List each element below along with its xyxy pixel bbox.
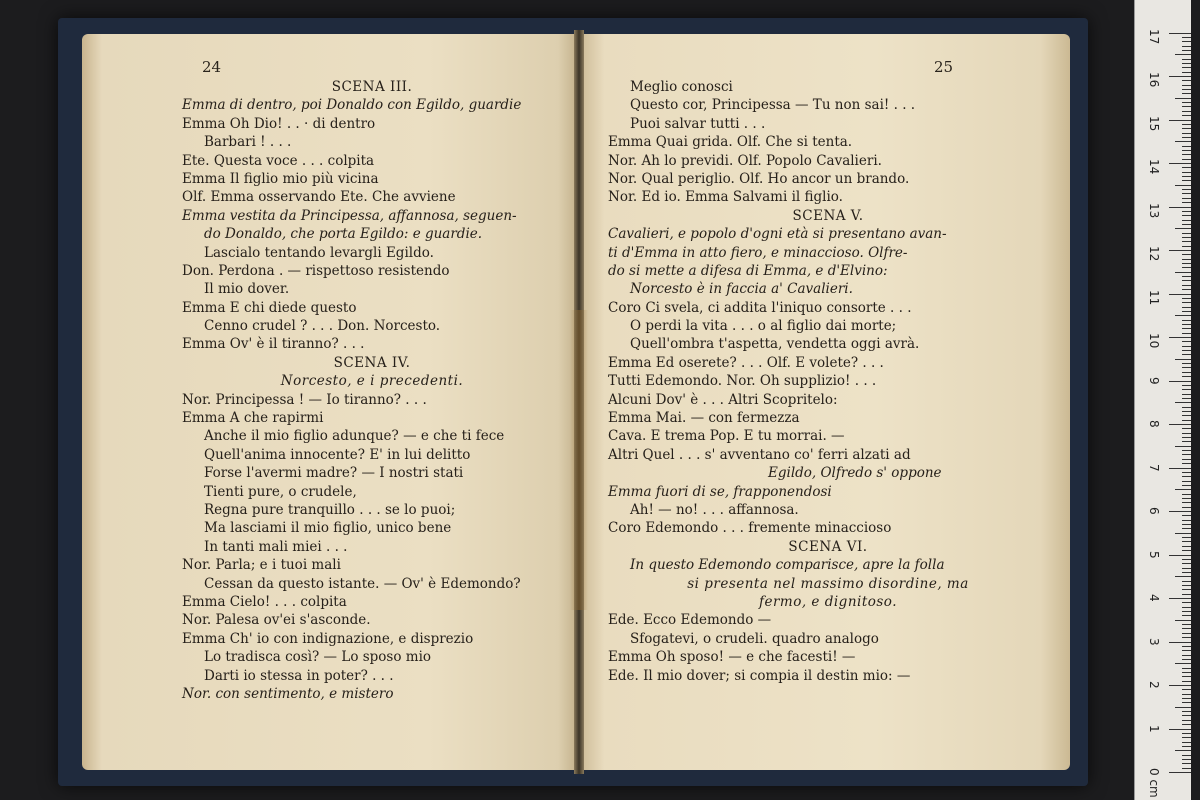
ruler-minor-tick — [1182, 694, 1191, 695]
text-line: Anche il mio figlio adunque? — e che ti fece — [204, 428, 505, 445]
ruler-minor-tick — [1182, 607, 1191, 608]
ruler-minor-tick — [1182, 394, 1191, 395]
text-line: Barbari ! . . . — [204, 134, 292, 151]
ruler-label: 17 — [1147, 28, 1161, 44]
ruler-minor-tick — [1182, 585, 1191, 586]
text-line: Nor. Principessa ! — Io tiranno? . . . — [182, 391, 427, 408]
text-line: Norcesto, e i precedenti. — [280, 373, 464, 390]
text-line: Emma Ch' io con indignazione, e disprezio — [182, 630, 474, 647]
text-line: Darti io stessa in poter? . . . — [204, 667, 394, 684]
ruler-minor-tick — [1182, 72, 1191, 73]
ruler-minor-tick — [1182, 711, 1191, 712]
ruler-minor-tick — [1182, 233, 1191, 234]
ruler-minor-tick — [1175, 663, 1191, 664]
ruler-minor-tick — [1182, 407, 1191, 408]
ruler-tick — [1169, 76, 1191, 77]
ruler-minor-tick — [1182, 254, 1191, 255]
text-line: Meglio conosci — [630, 79, 733, 95]
ruler-minor-tick — [1182, 224, 1191, 225]
ruler-tick — [1169, 250, 1191, 251]
ruler-minor-tick — [1182, 755, 1191, 756]
ruler-minor-tick — [1182, 589, 1191, 590]
ruler-tick — [1169, 511, 1191, 512]
ruler-minor-tick — [1182, 433, 1191, 434]
ruler-label: 11 — [1147, 289, 1161, 305]
text-line: Nor. Qual periglio. Olf. Ho ancor un brando. — [608, 170, 910, 187]
ruler-tick — [1169, 555, 1191, 556]
ruler-tick — [1169, 163, 1191, 164]
ruler-minor-tick — [1182, 259, 1191, 260]
ruler-label: 13 — [1147, 202, 1161, 218]
ruler-label: 15 — [1147, 115, 1161, 131]
ruler-tick — [1169, 598, 1191, 599]
text-line: Emma Ed oserete? . . . Olf. E volete? . . . — [608, 354, 884, 371]
text-line: fermo, e dignitoso. — [758, 593, 897, 610]
ruler-minor-tick — [1175, 359, 1191, 360]
text-line: In questo Edemondo comparisce, apre la folla — [630, 557, 945, 574]
ruler-minor-tick — [1182, 628, 1191, 629]
ruler-minor-tick — [1175, 750, 1191, 751]
ruler-minor-tick — [1175, 185, 1191, 186]
ruler-minor-tick — [1182, 742, 1191, 743]
ruler-minor-tick — [1182, 650, 1191, 651]
text-line: Emma vestita da Principessa, affannosa, seguen- — [182, 207, 517, 224]
ruler-minor-tick — [1175, 272, 1191, 273]
ruler-minor-tick — [1182, 524, 1191, 525]
ruler-minor-tick — [1182, 702, 1191, 703]
ruler-minor-tick — [1182, 672, 1191, 673]
ruler-minor-tick — [1175, 533, 1191, 534]
ruler-minor-tick — [1182, 420, 1191, 421]
text-line: Norcesto è in faccia a' Cavalieri. — [630, 281, 853, 298]
text-line: Cava. E trema Pop. E tu morrai. — — [608, 428, 845, 445]
ruler-minor-tick — [1182, 180, 1191, 181]
text-line: Nor. Ah lo previdi. Olf. Popolo Cavalieri. — [608, 152, 882, 169]
left-page — [82, 34, 578, 770]
text-line: Emma fuori di se, frapponendosi — [608, 483, 832, 500]
text-line: Olf. Emma osservando Ete. Che avviene — [182, 189, 456, 206]
ruler-minor-tick — [1182, 398, 1191, 399]
ruler-minor-tick — [1182, 768, 1191, 769]
text-line: Quell'ombra t'aspetta, vendetta oggi avrà. — [630, 336, 920, 353]
ruler-minor-tick — [1182, 263, 1191, 264]
ruler-minor-tick — [1182, 494, 1191, 495]
ruler-tick — [1169, 642, 1191, 643]
ruler-minor-tick — [1182, 341, 1191, 342]
ruler-minor-tick — [1182, 550, 1191, 551]
ruler-minor-tick — [1182, 124, 1191, 125]
text-line: Lascialo tentando levargli Egildo. — [204, 244, 434, 261]
ruler-tick — [1169, 207, 1191, 208]
ruler-minor-tick — [1182, 80, 1191, 81]
ruler-minor-tick — [1182, 102, 1191, 103]
page-number-right: 25 — [934, 58, 954, 76]
ruler-minor-tick — [1182, 476, 1191, 477]
ruler-minor-tick — [1182, 159, 1191, 160]
ruler-minor-tick — [1182, 320, 1191, 321]
ruler-minor-tick — [1182, 376, 1191, 377]
ruler-minor-tick — [1182, 459, 1191, 460]
ruler-label: 2 — [1147, 681, 1161, 689]
ruler-minor-tick — [1182, 572, 1191, 573]
ruler-minor-tick — [1182, 46, 1191, 47]
measuring-ruler — [1134, 0, 1191, 800]
ruler-minor-tick — [1182, 428, 1191, 429]
ruler-label: 8 — [1147, 420, 1161, 428]
text-line: Emma di dentro, poi Donaldo con Egildo, guardie — [182, 97, 522, 114]
ruler-minor-tick — [1182, 59, 1191, 60]
ruler-minor-tick — [1175, 402, 1191, 403]
ruler-minor-tick — [1182, 202, 1191, 203]
text-line: Emma E chi diede questo — [182, 299, 357, 316]
text-line: Alcuni Dov' è . . . Altri Scopritelo: — [608, 391, 838, 408]
ruler-minor-tick — [1182, 93, 1191, 94]
ruler-minor-tick — [1182, 507, 1191, 508]
text-line: Regna pure tranquillo . . . se lo puoi; — [204, 501, 456, 518]
text-line: Ede. Il mio dover; si compia il destin mio: — — [608, 667, 911, 684]
ruler-minor-tick — [1182, 280, 1191, 281]
ruler-minor-tick — [1182, 150, 1191, 151]
ruler-minor-tick — [1182, 563, 1191, 564]
ruler-minor-tick — [1182, 246, 1191, 247]
ruler-minor-tick — [1182, 198, 1191, 199]
ruler-minor-tick — [1175, 576, 1191, 577]
text-line: Puoi salvar tutti . . . — [630, 115, 766, 132]
text-line: Tienti pure, o crudele, — [204, 483, 357, 500]
ruler-minor-tick — [1182, 481, 1191, 482]
ruler-minor-tick — [1182, 668, 1191, 669]
text-line: Nor. con sentimento, e mistero — [182, 685, 394, 702]
ruler-label: 16 — [1147, 72, 1161, 88]
ruler-minor-tick — [1182, 237, 1191, 238]
text-line: SCENA VI. — [788, 538, 868, 555]
ruler-tick — [1169, 424, 1191, 425]
page-number-left: 24 — [202, 58, 222, 76]
ruler-minor-tick — [1182, 241, 1191, 242]
ruler-tick — [1169, 337, 1191, 338]
ruler-label: 6 — [1147, 507, 1161, 515]
ruler-minor-tick — [1182, 189, 1191, 190]
ruler-minor-tick — [1182, 385, 1191, 386]
right-page-text — [608, 78, 1048, 685]
ruler-minor-tick — [1182, 37, 1191, 38]
ruler-minor-tick — [1182, 333, 1191, 334]
ruler-minor-tick — [1182, 85, 1191, 86]
ruler-minor-tick — [1182, 441, 1191, 442]
ruler-minor-tick — [1175, 315, 1191, 316]
ruler-minor-tick — [1182, 715, 1191, 716]
paper-stain — [570, 310, 588, 610]
ruler-minor-tick — [1182, 520, 1191, 521]
ruler-tick — [1169, 33, 1191, 34]
ruler-label: 5 — [1147, 550, 1161, 559]
ruler-minor-tick — [1182, 594, 1191, 595]
text-line: Ede. Ecco Edemondo — — [608, 612, 772, 629]
text-line: Ete. Questa voce . . . colpita — [182, 152, 375, 169]
ruler-label: 0 cm — [1147, 768, 1161, 798]
ruler-minor-tick — [1182, 633, 1191, 634]
ruler-minor-tick — [1182, 176, 1191, 177]
ruler-minor-tick — [1175, 446, 1191, 447]
ruler-minor-tick — [1182, 276, 1191, 277]
ruler-minor-tick — [1182, 372, 1191, 373]
ruler-minor-tick — [1182, 463, 1191, 464]
ruler-label: 9 — [1147, 376, 1161, 385]
ruler-minor-tick — [1182, 485, 1191, 486]
ruler-minor-tick — [1182, 154, 1191, 155]
text-line: SCENA IV. — [333, 354, 411, 371]
ruler-minor-tick — [1175, 489, 1191, 490]
ruler-minor-tick — [1182, 681, 1191, 682]
text-line: Ah! — no! . . . affannosa. — [630, 501, 799, 518]
ruler-minor-tick — [1182, 528, 1191, 529]
ruler-minor-tick — [1182, 146, 1191, 147]
ruler-minor-tick — [1182, 698, 1191, 699]
ruler-minor-tick — [1182, 737, 1191, 738]
ruler-tick — [1169, 294, 1191, 295]
text-line: SCENA V. — [792, 207, 864, 224]
ruler-minor-tick — [1182, 559, 1191, 560]
ruler-minor-tick — [1182, 267, 1191, 268]
ruler-minor-tick — [1182, 328, 1191, 329]
ruler-label: 10 — [1147, 333, 1161, 349]
ruler-minor-tick — [1182, 502, 1191, 503]
text-line: Don. Perdona . — rispettoso resistendo — [182, 262, 450, 279]
ruler-minor-tick — [1182, 307, 1191, 308]
text-line: Cessan da questo istante. — Ov' è Edemondo? — [204, 575, 521, 592]
text-line: Coro Edemondo . . . fremente minaccioso — [608, 520, 892, 537]
ruler-tick — [1169, 772, 1191, 773]
ruler-minor-tick — [1182, 172, 1191, 173]
text-line: Emma Ov' è il tiranno? . . . — [182, 336, 365, 353]
ruler-minor-tick — [1182, 720, 1191, 721]
ruler-minor-tick — [1182, 128, 1191, 129]
ruler-tick — [1169, 120, 1191, 121]
text-line: ti d'Emma in atto fiero, e minaccioso. Olfre- — [608, 244, 908, 261]
left-page-text — [182, 78, 562, 703]
ruler-minor-tick — [1182, 724, 1191, 725]
ruler-label: 3 — [1147, 637, 1161, 646]
ruler-minor-tick — [1182, 289, 1191, 290]
ruler-minor-tick — [1182, 311, 1191, 312]
text-line: Cavalieri, e popolo d'ogni età si presentano avan- — [608, 226, 947, 243]
ruler-minor-tick — [1182, 637, 1191, 638]
ruler-minor-tick — [1182, 454, 1191, 455]
text-line: si presenta nel massimo disordine, ma — [687, 575, 969, 592]
ruler-label: 12 — [1147, 246, 1161, 262]
ruler-minor-tick — [1175, 98, 1191, 99]
ruler-minor-tick — [1182, 541, 1191, 542]
ruler-minor-tick — [1182, 133, 1191, 134]
ruler-minor-tick — [1182, 759, 1191, 760]
ruler-minor-tick — [1182, 746, 1191, 747]
ruler-minor-tick — [1182, 41, 1191, 42]
ruler-minor-tick — [1175, 707, 1191, 708]
text-line: Nor. Ed io. Emma Salvami il figlio. — [608, 189, 843, 206]
text-line: Forse l'avermi madre? — I nostri stati — [204, 465, 464, 482]
ruler-minor-tick — [1175, 228, 1191, 229]
ruler-minor-tick — [1182, 285, 1191, 286]
ruler-minor-tick — [1182, 89, 1191, 90]
ruler-tick — [1169, 729, 1191, 730]
ruler-minor-tick — [1182, 193, 1191, 194]
text-line: Cenno crudel ? . . . Don. Norcesto. — [204, 318, 441, 335]
text-line: Emma Cielo! . . . colpita — [182, 593, 347, 610]
ruler-minor-tick — [1182, 498, 1191, 499]
ruler-minor-tick — [1175, 54, 1191, 55]
ruler-minor-tick — [1182, 646, 1191, 647]
ruler-minor-tick — [1182, 215, 1191, 216]
ruler-minor-tick — [1182, 106, 1191, 107]
ruler-minor-tick — [1182, 111, 1191, 112]
ruler-minor-tick — [1182, 472, 1191, 473]
ruler-minor-tick — [1182, 167, 1191, 168]
text-line: Quell'anima innocente? E' in lui delitto — [204, 446, 471, 463]
ruler-minor-tick — [1182, 515, 1191, 516]
ruler-minor-tick — [1182, 137, 1191, 138]
ruler-minor-tick — [1182, 363, 1191, 364]
text-line: Emma Oh sposo! — e che facesti! — — [608, 649, 856, 666]
ruler-minor-tick — [1182, 437, 1191, 438]
text-line: Nor. Palesa ov'ei s'asconde. — [182, 612, 371, 629]
text-line: Emma Mai. — con fermezza — [608, 410, 800, 427]
text-line: In tanti mali miei . . . — [204, 538, 348, 555]
ruler-minor-tick — [1182, 324, 1191, 325]
ruler-minor-tick — [1182, 346, 1191, 347]
ruler-minor-tick — [1182, 302, 1191, 303]
ruler-minor-tick — [1182, 655, 1191, 656]
ruler-minor-tick — [1182, 624, 1191, 625]
ruler-minor-tick — [1182, 659, 1191, 660]
text-line: Ma lasciami il mio figlio, unico bene — [204, 520, 452, 537]
ruler-minor-tick — [1182, 50, 1191, 51]
ruler-minor-tick — [1182, 568, 1191, 569]
ruler-minor-tick — [1182, 354, 1191, 355]
text-line: Emma Il figlio mio più vicina — [182, 170, 379, 187]
ruler-minor-tick — [1182, 763, 1191, 764]
ruler-minor-tick — [1175, 141, 1191, 142]
ruler-minor-tick — [1182, 676, 1191, 677]
text-line: Emma A che rapirmi — [182, 410, 324, 427]
ruler-minor-tick — [1182, 211, 1191, 212]
text-line: do Donaldo, che porta Egildo: e guardie. — [204, 226, 483, 243]
ruler-label: 4 — [1147, 594, 1161, 602]
text-line: Sfogatevi, o crudeli. quadro analogo — [630, 630, 879, 647]
ruler-minor-tick — [1175, 620, 1191, 621]
text-line: Lo tradisca così? — Lo sposo mio — [204, 649, 432, 666]
text-line: Emma Oh Dio! . . · di dentro — [182, 115, 376, 132]
ruler-minor-tick — [1182, 220, 1191, 221]
text-line: O perdi la vita . . . o al figlio dai morte; — [630, 318, 897, 335]
ruler-minor-tick — [1182, 537, 1191, 538]
ruler-minor-tick — [1182, 367, 1191, 368]
ruler-minor-tick — [1182, 733, 1191, 734]
ruler-minor-tick — [1182, 298, 1191, 299]
ruler-tick — [1169, 685, 1191, 686]
ruler-minor-tick — [1182, 415, 1191, 416]
ruler-minor-tick — [1182, 602, 1191, 603]
ruler-tick — [1169, 381, 1191, 382]
text-line: Coro Ci svela, ci addita l'iniquo consorte . . . — [608, 299, 912, 316]
ruler-minor-tick — [1182, 581, 1191, 582]
ruler-label: 14 — [1147, 159, 1161, 175]
ruler-minor-tick — [1182, 450, 1191, 451]
text-line: Tutti Edemondo. Nor. Oh supplizio! . . . — [608, 373, 877, 390]
ruler-minor-tick — [1182, 67, 1191, 68]
text-line: Il mio dover. — [204, 281, 290, 298]
ruler-minor-tick — [1182, 615, 1191, 616]
ruler-minor-tick — [1182, 350, 1191, 351]
ruler-minor-tick — [1182, 689, 1191, 690]
ruler-minor-tick — [1182, 611, 1191, 612]
right-page — [580, 34, 1070, 770]
ruler-tick — [1169, 468, 1191, 469]
ruler-label: 1 — [1147, 724, 1161, 733]
text-line: Egildo, Olfredo s' oppone — [768, 465, 942, 482]
text-line: do si mette a difesa di Emma, e d'Elvino: — [608, 262, 888, 279]
ruler-minor-tick — [1182, 115, 1191, 116]
ruler-minor-tick — [1182, 411, 1191, 412]
text-line: SCENA III. — [331, 79, 413, 95]
text-line: Questo cor, Principessa — Tu non sai! . . . — [630, 97, 916, 114]
text-line: Nor. Parla; e i tuoi mali — [182, 557, 341, 574]
ruler-minor-tick — [1182, 389, 1191, 390]
ruler-minor-tick — [1182, 63, 1191, 64]
text-line: Emma Quai grida. Olf. Che si tenta. — [608, 134, 853, 151]
ruler-minor-tick — [1182, 546, 1191, 547]
text-line: Altri Quel . . . s' avventano co' ferri alzati ad — [608, 446, 911, 463]
ruler-label: 7 — [1147, 463, 1161, 472]
